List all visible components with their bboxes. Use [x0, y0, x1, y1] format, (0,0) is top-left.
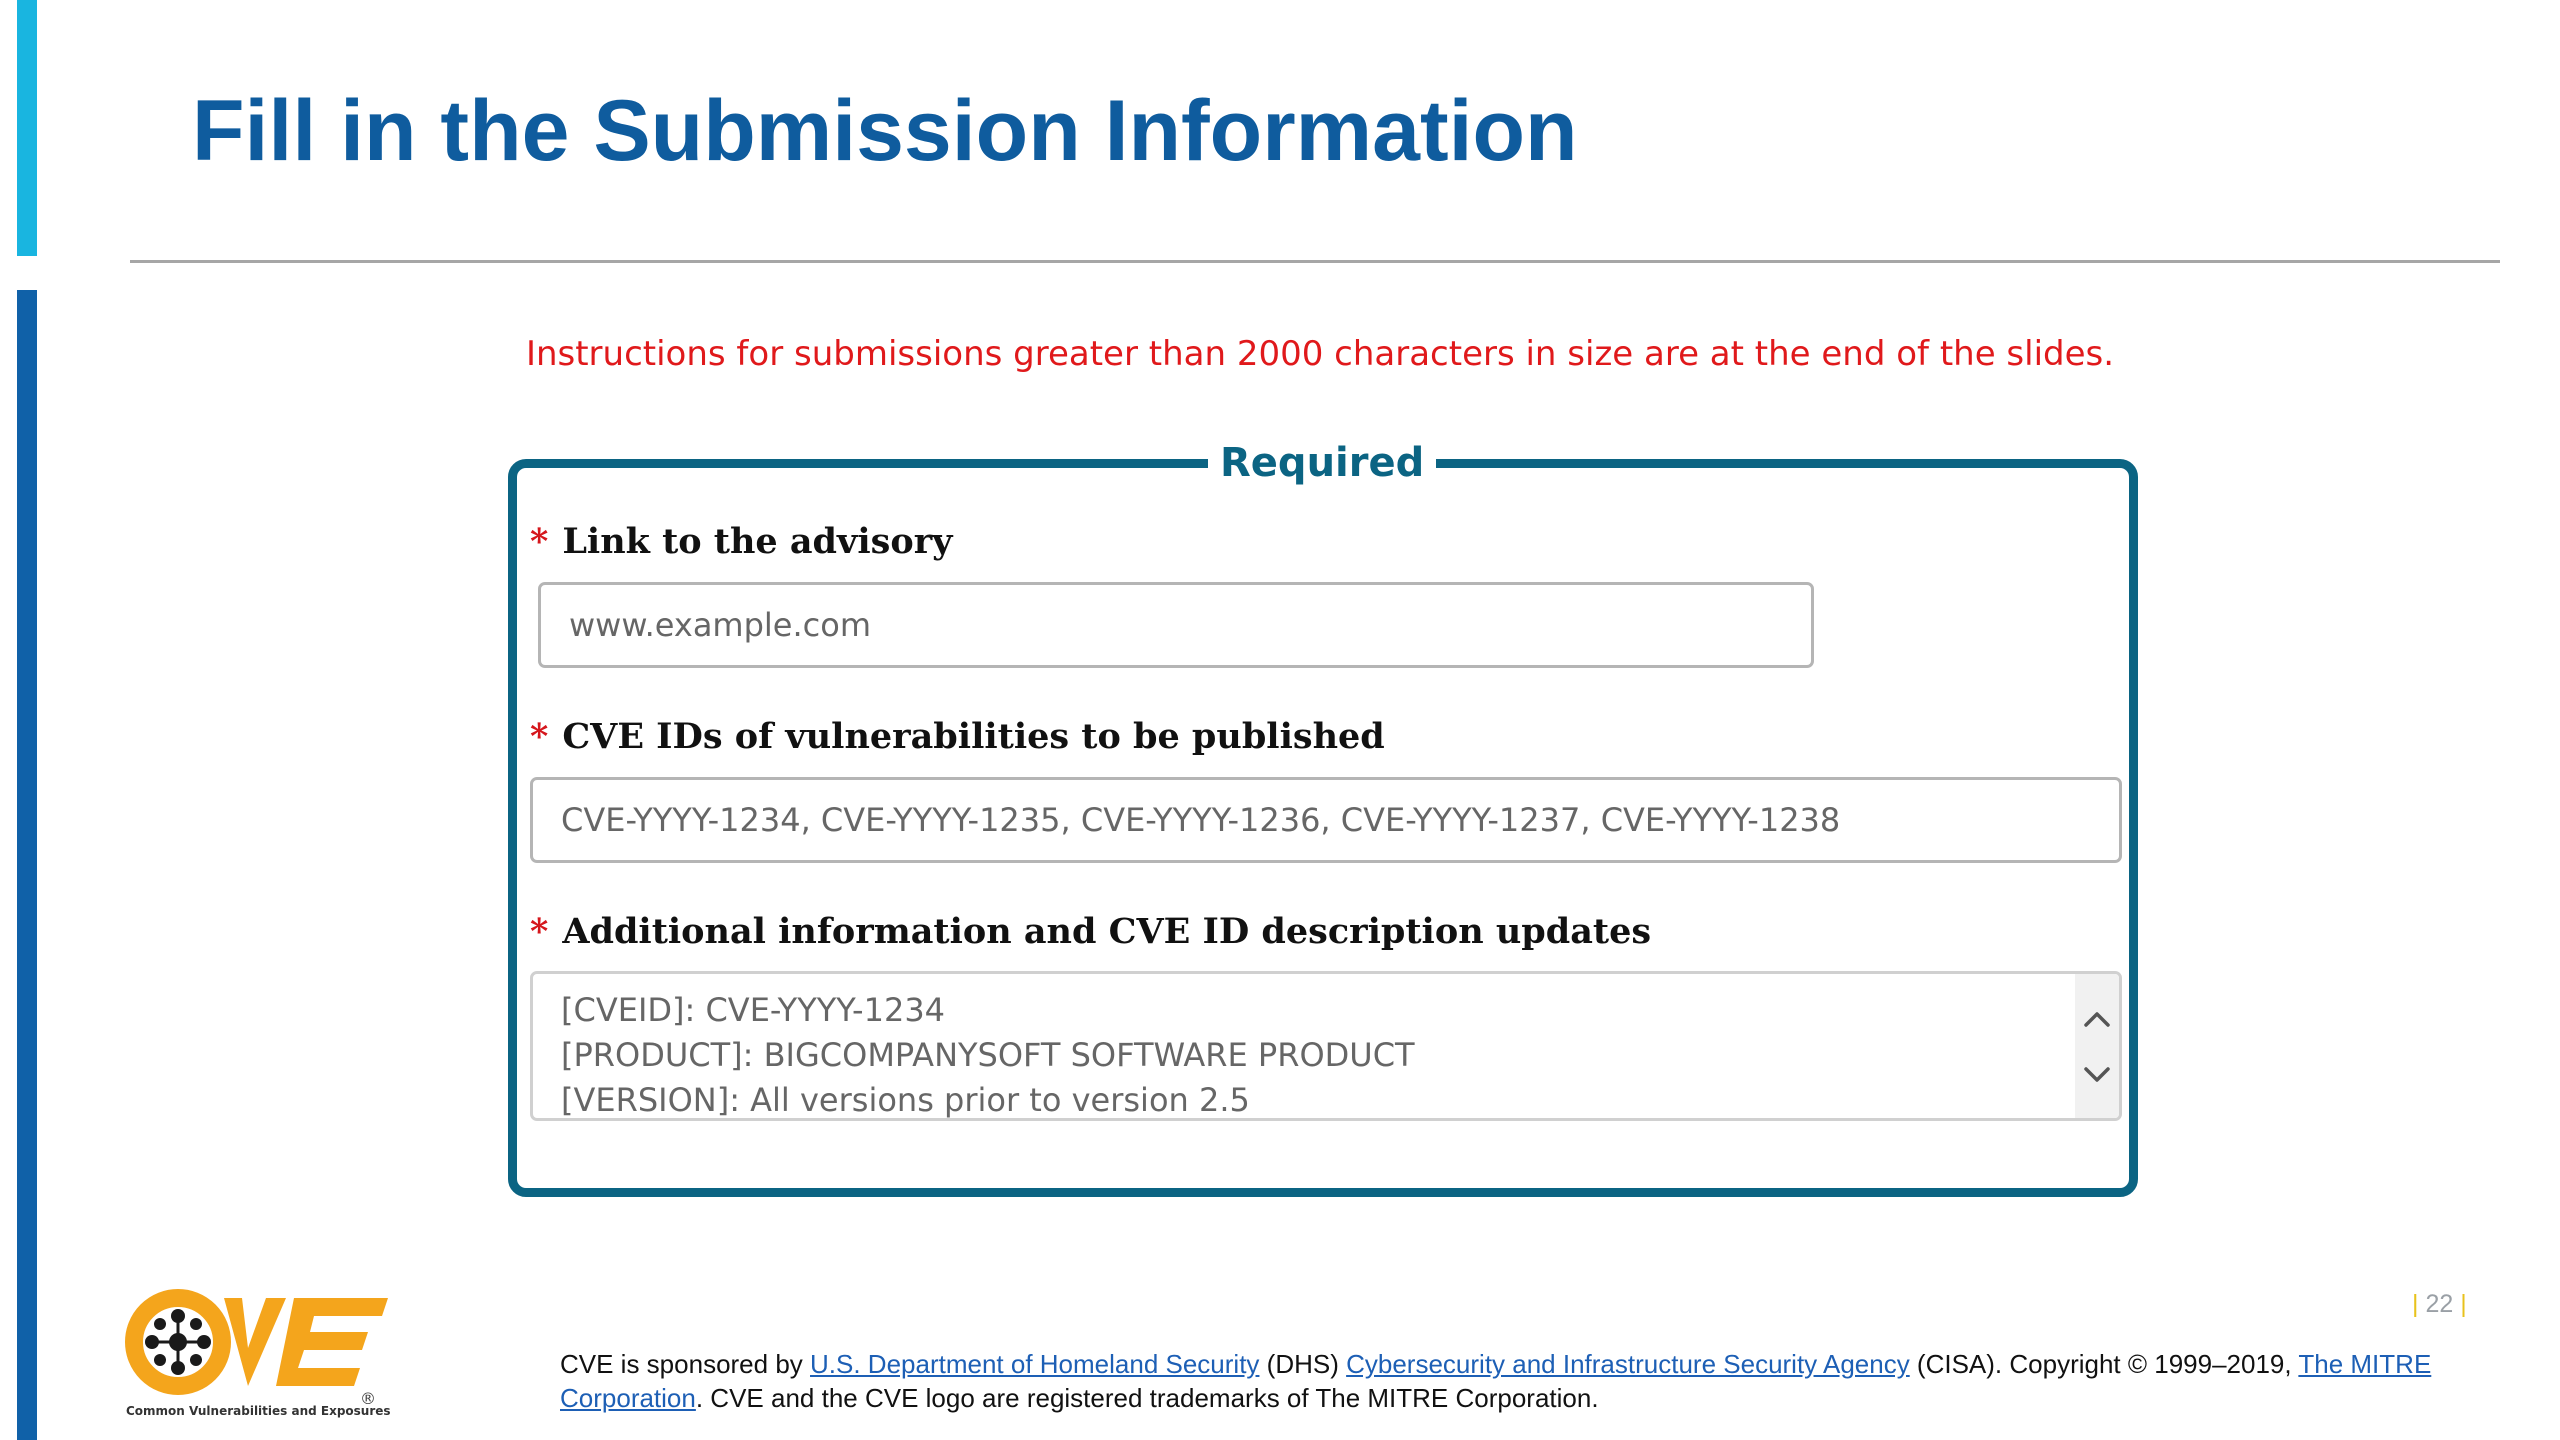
- dhs-link[interactable]: U.S. Department of Homeland Security: [810, 1349, 1260, 1379]
- instructions-note: Instructions for submissions greater than 2000 characters in size are at the end of the slides.: [525, 334, 2115, 374]
- advisory-link-label: [530, 520, 952, 564]
- cve-ids-label-text: CVE IDs of vulnerabilities to be published: [562, 716, 1385, 757]
- advisory-link-label-text: Link to the advisory: [562, 521, 953, 562]
- accent-bar-bottom: [17, 290, 37, 1440]
- required-mark: *: [530, 521, 549, 562]
- page-number: | 22 |: [2412, 1290, 2467, 1318]
- cisa-link[interactable]: Cybersecurity and Infrastructure Security Agency: [1346, 1349, 1910, 1379]
- advisory-link-input[interactable]: [538, 582, 1814, 668]
- footer-text-2: (DHS): [1259, 1349, 1347, 1379]
- cve-ids-placeholder: CVE-YYYY-1234, CVE-YYYY-1235, CVE-YYYY-1236, CVE-YYYY-1237, CVE-YYYY-1238: [561, 801, 1841, 839]
- additional-info-label-text: Additional information and CVE ID description updates: [562, 911, 1652, 952]
- cve-ids-input[interactable]: [530, 777, 2122, 863]
- required-mark: *: [530, 716, 549, 757]
- footer-text-3: (CISA). Copyright © 1999–2019,: [1909, 1349, 2299, 1379]
- logo-caption: Common Vulnerabilities and Exposures: [126, 1404, 391, 1418]
- textarea-scrollbar[interactable]: [2075, 974, 2119, 1118]
- additional-info-textarea[interactable]: [530, 971, 2122, 1121]
- logo-registered-mark: ®: [360, 1389, 376, 1408]
- cve-logo: [116, 1276, 396, 1424]
- chevron-up-icon[interactable]: [2075, 992, 2119, 1046]
- mitre-link[interactable]: The MITRE Corporation: [560, 1349, 2432, 1413]
- footer-text-4: . CVE and the CVE logo are registered trademarks of The MITRE Corporation.: [695, 1383, 1599, 1413]
- textarea-line-version: [VERSION]: All versions prior to version 2.5: [561, 1081, 1250, 1119]
- advisory-link-placeholder: www.example.com: [569, 606, 871, 644]
- form-legend: Required: [1208, 435, 1436, 491]
- page-number-value: 22: [2425, 1290, 2454, 1318]
- chevron-down-icon[interactable]: [2075, 1048, 2119, 1102]
- required-mark: *: [530, 911, 549, 952]
- footer-text-1: CVE is sponsored by: [560, 1349, 811, 1379]
- textarea-line-product: [PRODUCT]: BIGCOMPANYSOFT SOFTWARE PRODUCT: [561, 1036, 1415, 1074]
- textarea-line-cveid: [CVEID]: CVE-YYYY-1234: [561, 991, 946, 1029]
- cve-ids-label: [530, 715, 1385, 759]
- accent-bar-top: [17, 0, 37, 256]
- slide-title: Fill in the Submission Information: [192, 83, 1578, 179]
- title-divider: [130, 260, 2500, 263]
- additional-info-label: [530, 910, 1651, 954]
- footer-copyright: [560, 1347, 2460, 1415]
